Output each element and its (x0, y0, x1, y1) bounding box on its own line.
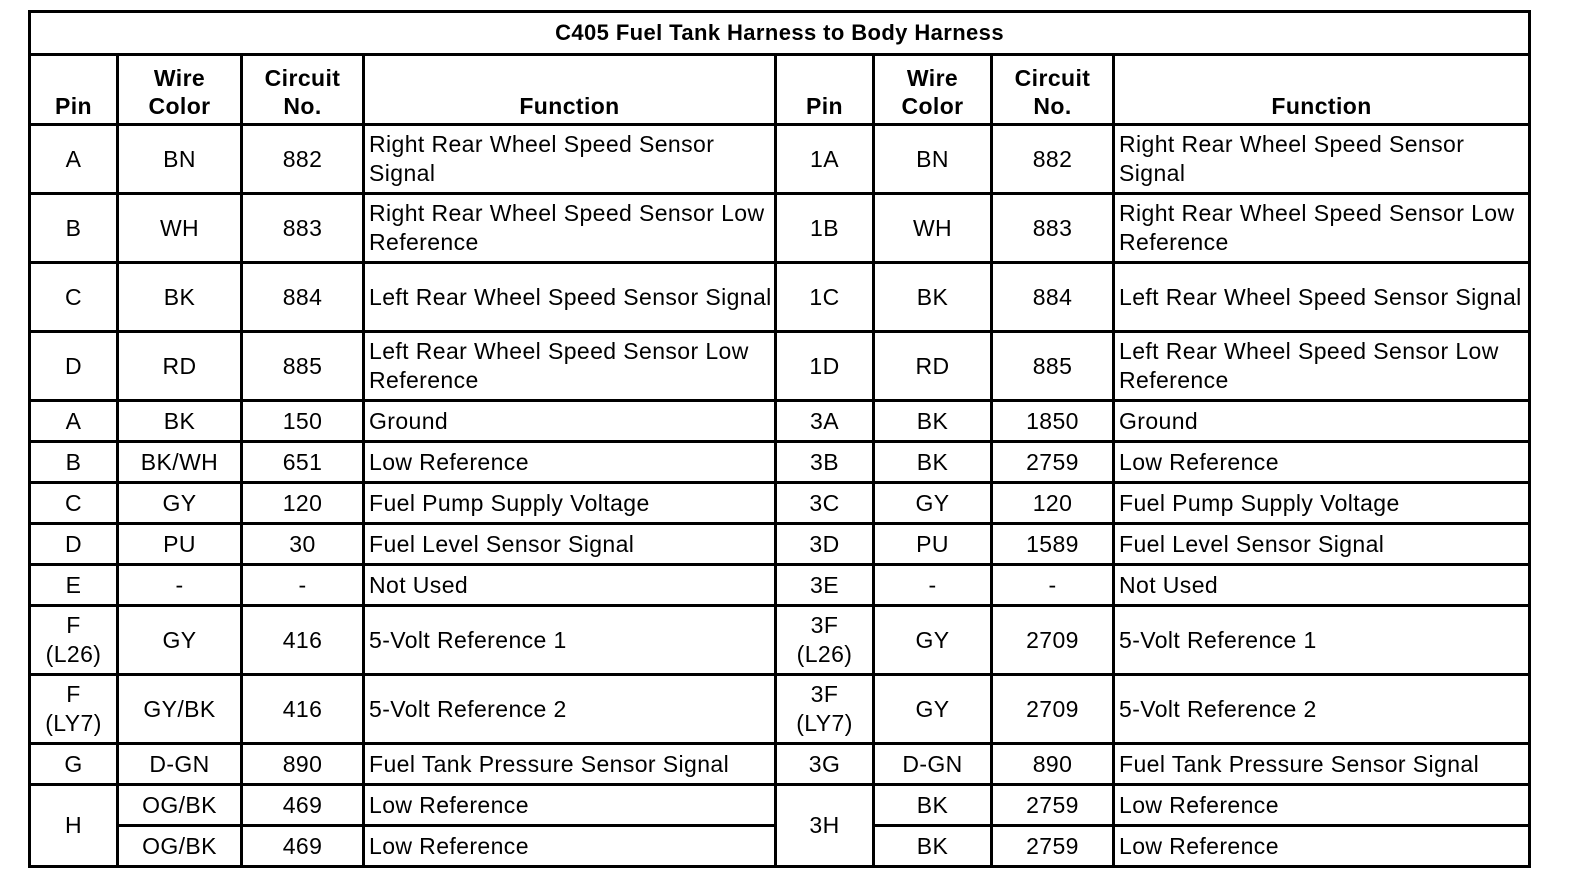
pin-label: 1D (809, 352, 840, 379)
table-row (30, 263, 1530, 332)
pin-label: 3G (808, 750, 841, 777)
table-row (30, 744, 1530, 785)
pin-label: C (64, 283, 82, 310)
right-circuit-cell: 884 (992, 263, 1114, 332)
pin-label: D (64, 530, 82, 557)
right-function-cell: Low Reference (1114, 442, 1530, 483)
left-wire-color-cell: OG/BK (118, 826, 242, 867)
header-wire-color: Wire Color (118, 55, 242, 125)
right-wire-color-cell: BK (874, 785, 992, 826)
left-wire-color-cell: BN (118, 125, 242, 194)
left-circuit-cell: 882 (242, 125, 364, 194)
pin-label: G (64, 750, 83, 777)
pin-variant-label: (L26) (45, 641, 102, 667)
left-function-cell: Low Reference (364, 826, 776, 867)
r-pin-cell (776, 744, 874, 785)
left-function-cell: Fuel Level Sensor Signal (364, 524, 776, 565)
table-title: C405 Fuel Tank Harness to Body Harness (30, 12, 1530, 55)
pin-label: 3A (810, 407, 839, 434)
r-pin-cell (776, 565, 874, 606)
pin-label: 1C (809, 283, 840, 310)
l-pin-cell (30, 263, 118, 332)
table-body (30, 125, 1530, 867)
left-circuit-cell: 469 (242, 826, 364, 867)
right-wire-color-cell: GY (874, 483, 992, 524)
left-wire-color-cell: PU (118, 524, 242, 565)
right-circuit-cell: 2759 (992, 442, 1114, 483)
right-circuit-cell: 883 (992, 194, 1114, 263)
pin-label: 3B (810, 448, 839, 475)
right-function-cell: 5-Volt Reference 2 (1114, 675, 1530, 744)
right-circuit-cell: 2709 (992, 675, 1114, 744)
pin-label: 3C (809, 489, 840, 516)
l-pin-cell (30, 675, 118, 744)
right-circuit-cell: 2759 (992, 826, 1114, 867)
right-function-cell: Fuel Tank Pressure Sensor Signal (1114, 744, 1530, 785)
right-function-cell: Not Used (1114, 565, 1530, 606)
r-pin-cell (776, 263, 874, 332)
left-circuit-cell: 469 (242, 785, 364, 826)
pin-label: F (66, 612, 81, 638)
pin-label: 3E (810, 571, 839, 598)
r-pin-cell (776, 675, 874, 744)
r-pin-cell (776, 524, 874, 565)
header-pin: Pin (776, 55, 874, 125)
r-pin-cell (776, 125, 874, 194)
left-wire-color-cell: OG/BK (118, 785, 242, 826)
right-wire-color-cell: GY (874, 675, 992, 744)
right-wire-color-cell: BK (874, 263, 992, 332)
left-wire-color-cell: RD (118, 332, 242, 401)
right-wire-color-cell: RD (874, 332, 992, 401)
right-wire-color-cell: WH (874, 194, 992, 263)
left-function-cell: Right Rear Wheel Speed Sensor Signal (364, 125, 776, 194)
pin-label: B (65, 214, 82, 241)
table-row (30, 401, 1530, 442)
connector-table (28, 10, 1531, 868)
table-row (30, 675, 1530, 744)
table-row (30, 606, 1530, 675)
l-pin-cell (30, 332, 118, 401)
left-wire-color-cell: BK (118, 263, 242, 332)
left-wire-color-cell: GY (118, 483, 242, 524)
l-pin-cell (30, 524, 118, 565)
left-wire-color-cell: GY/BK (118, 675, 242, 744)
l-pin-cell (30, 606, 118, 675)
right-function-cell: 5-Volt Reference 1 (1114, 606, 1530, 675)
pin-label: A (65, 407, 82, 434)
l-pin-cell (30, 125, 118, 194)
pin-label: A (65, 145, 82, 172)
left-function-cell: Low Reference (364, 442, 776, 483)
left-function-cell: Left Rear Wheel Speed Sensor Signal (364, 263, 776, 332)
right-wire-color-cell: BK (874, 442, 992, 483)
left-circuit-cell: 120 (242, 483, 364, 524)
left-function-cell: Left Rear Wheel Speed Sensor Low Reference (364, 332, 776, 401)
left-circuit-cell: - (242, 565, 364, 606)
right-wire-color-cell: BK (874, 401, 992, 442)
r-pin-cell (776, 606, 874, 675)
pin-variant-label: (L26) (796, 641, 853, 667)
pin-label: C (64, 489, 82, 516)
header-wire-color: Wire Color (874, 55, 992, 125)
left-wire-color-cell: WH (118, 194, 242, 263)
left-pin-cell: H (30, 785, 118, 867)
pin-label: 3F (810, 612, 839, 638)
right-function-cell: Fuel Level Sensor Signal (1114, 524, 1530, 565)
right-wire-color-cell: PU (874, 524, 992, 565)
header-circuit-no: Circuit No. (992, 55, 1114, 125)
left-circuit-cell: 883 (242, 194, 364, 263)
left-circuit-cell: 30 (242, 524, 364, 565)
left-wire-color-cell: D-GN (118, 744, 242, 785)
pin-label: 3D (809, 530, 840, 557)
r-pin-cell (776, 332, 874, 401)
right-circuit-cell: 885 (992, 332, 1114, 401)
right-circuit-cell: 2709 (992, 606, 1114, 675)
r-pin-cell (776, 194, 874, 263)
table-row (30, 194, 1530, 263)
r-pin-cell (776, 442, 874, 483)
l-pin-cell (30, 442, 118, 483)
right-circuit-cell: 890 (992, 744, 1114, 785)
right-wire-color-cell: GY (874, 606, 992, 675)
left-function-cell: Fuel Tank Pressure Sensor Signal (364, 744, 776, 785)
right-circuit-cell: 1850 (992, 401, 1114, 442)
pin-label: 1A (810, 145, 839, 172)
pin-label: B (65, 448, 82, 475)
right-circuit-cell: 1589 (992, 524, 1114, 565)
right-wire-color-cell: - (874, 565, 992, 606)
right-wire-color-cell: BK (874, 826, 992, 867)
left-circuit-cell: 890 (242, 744, 364, 785)
left-function-cell: Not Used (364, 565, 776, 606)
left-circuit-cell: 651 (242, 442, 364, 483)
table-row (30, 565, 1530, 606)
pin-label: E (65, 571, 82, 598)
left-circuit-cell: 884 (242, 263, 364, 332)
header-circuit-no: Circuit No. (242, 55, 364, 125)
header-function: Function (1114, 55, 1530, 125)
right-circuit-cell: 120 (992, 483, 1114, 524)
table-row (30, 483, 1530, 524)
header-pin: Pin (30, 55, 118, 125)
left-wire-color-cell: BK (118, 401, 242, 442)
table-row (30, 785, 1530, 826)
right-function-cell: Fuel Pump Supply Voltage (1114, 483, 1530, 524)
l-pin-cell (30, 744, 118, 785)
right-circuit-cell: - (992, 565, 1114, 606)
left-function-cell: Fuel Pump Supply Voltage (364, 483, 776, 524)
right-function-cell: Left Rear Wheel Speed Sensor Signal (1114, 263, 1530, 332)
right-function-cell: Right Rear Wheel Speed Sensor Signal (1114, 125, 1530, 194)
left-function-cell: 5-Volt Reference 2 (364, 675, 776, 744)
left-wire-color-cell: GY (118, 606, 242, 675)
l-pin-cell (30, 194, 118, 263)
header-function: Function (364, 55, 776, 125)
left-function-cell: Right Rear Wheel Speed Sensor Low Reference (364, 194, 776, 263)
left-function-cell: Ground (364, 401, 776, 442)
right-pin-cell: 3H (776, 785, 874, 867)
left-wire-color-cell: - (118, 565, 242, 606)
right-function-cell: Low Reference (1114, 826, 1530, 867)
table-row (30, 125, 1530, 194)
right-function-cell: Left Rear Wheel Speed Sensor Low Reference (1114, 332, 1530, 401)
left-function-cell: 5-Volt Reference 1 (364, 606, 776, 675)
pin-label: D (64, 352, 82, 379)
right-function-cell: Ground (1114, 401, 1530, 442)
right-function-cell: Low Reference (1114, 785, 1530, 826)
left-function-cell: Low Reference (364, 785, 776, 826)
table-row (30, 442, 1530, 483)
table-row (30, 524, 1530, 565)
pin-variant-label: (LY7) (796, 710, 853, 736)
pin-label: 1B (810, 214, 839, 241)
pin-label: F (66, 681, 81, 707)
l-pin-cell (30, 565, 118, 606)
r-pin-cell (776, 401, 874, 442)
right-wire-color-cell: BN (874, 125, 992, 194)
left-wire-color-cell: BK/WH (118, 442, 242, 483)
r-pin-cell (776, 483, 874, 524)
left-circuit-cell: 416 (242, 606, 364, 675)
right-wire-color-cell: D-GN (874, 744, 992, 785)
l-pin-cell (30, 401, 118, 442)
left-circuit-cell: 150 (242, 401, 364, 442)
left-circuit-cell: 416 (242, 675, 364, 744)
left-circuit-cell: 885 (242, 332, 364, 401)
pin-label: 3F (810, 681, 839, 707)
table-row (30, 332, 1530, 401)
right-function-cell: Right Rear Wheel Speed Sensor Low Reference (1114, 194, 1530, 263)
pin-variant-label: (LY7) (45, 710, 102, 736)
l-pin-cell (30, 483, 118, 524)
right-circuit-cell: 882 (992, 125, 1114, 194)
right-circuit-cell: 2759 (992, 785, 1114, 826)
